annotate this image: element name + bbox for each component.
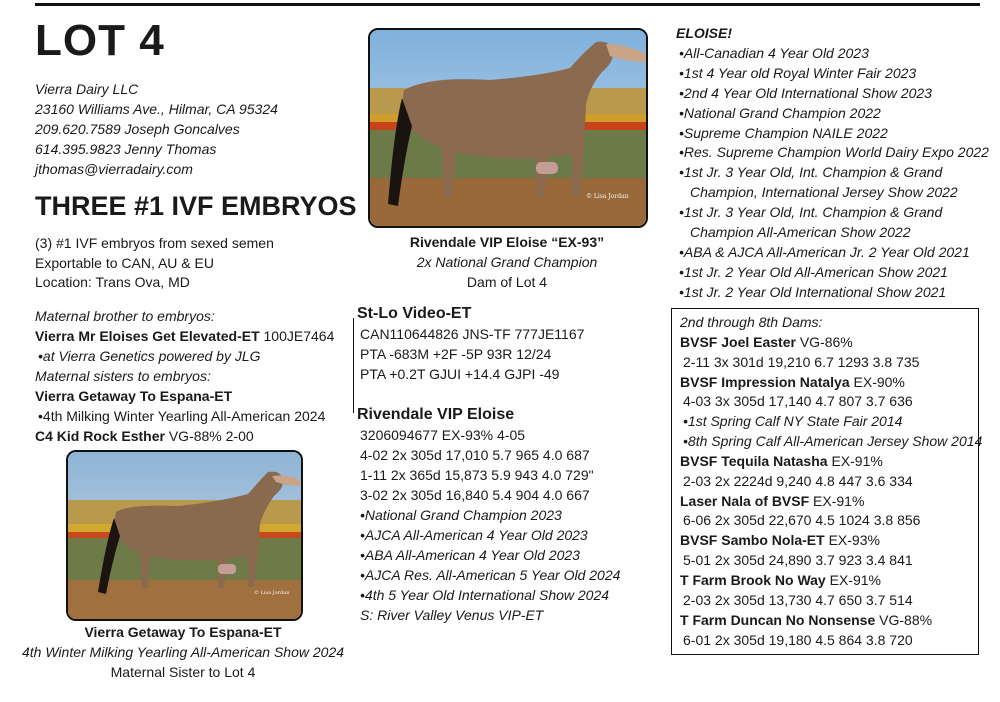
dam-ancestor-name: T Farm Brook No Way [680, 571, 826, 588]
eloise-honor-line: •Supreme Champion NAILE 2022 [679, 124, 888, 141]
sister1-note: •4th Milking Winter Yearling All-American 2024 [38, 408, 326, 424]
dam-ancestor-record: 6-06 2x 305d 22,670 4.5 1024 3.8 856 [683, 512, 921, 529]
sire-row: PTA +0.2T GJUI +14.4 GJPI -49 [360, 366, 560, 382]
dam-ancestor-line [680, 611, 982, 631]
dam-ancestor-name: Laser Nala of BVSF [680, 492, 810, 509]
sister1-name-line [35, 386, 334, 406]
dam-ancestor-note: •8th Spring Calf All-American Jersey Show 2014 [683, 433, 983, 450]
sister-photo-caption [20, 622, 346, 682]
dam-ancestor-classification: EX-91% [825, 571, 881, 588]
dam-cow-photo [368, 28, 648, 228]
dam-honor: •AJCA Res. All-American 5 Year Old 2024 [360, 567, 621, 583]
dam-ancestor-classification: VG-88% [875, 611, 933, 628]
eloise-honor-line: •National Grand Champion 2022 [679, 104, 881, 121]
sire-name: St-Lo Video-ET [357, 305, 472, 322]
offering-title: THREE #1 IVF EMBRYOS [35, 191, 357, 221]
brother-id: 100JE7464 [259, 328, 335, 344]
offering-line: (3) #1 IVF embryos from sexed semen [35, 235, 274, 251]
eloise-honor-line: •1st 4 Year old Royal Winter Fair 2023 [679, 64, 917, 81]
dam-sire-line: S: River Valley Venus VIP-ET [360, 607, 544, 623]
dam-ancestor-classification: EX-90% [849, 373, 905, 390]
dam-caption-name: Rivendale VIP Eloise “EX-93” [409, 234, 605, 250]
dam-ancestor-record: 2-03 2x 2224d 9,240 4.8 447 3.6 334 [683, 472, 913, 489]
sire-block [357, 304, 584, 384]
sister2-line [35, 426, 334, 446]
dam-ancestor-classification: EX-93% [824, 532, 880, 549]
dam-honor: •National Grand Champion 2023 [360, 507, 562, 523]
sister2-name: C4 Kid Rock Esther [35, 428, 165, 444]
dam-ancestor-record: 4-03 3x 305d 17,140 4.7 807 3.7 636 [683, 393, 913, 410]
family-section [35, 306, 334, 446]
eloise-honor-line: •1st Jr. 3 Year Old, Int. Champion & Grand [679, 164, 943, 181]
eloise-honor-line: •2nd 4 Year Old International Show 2023 [679, 84, 932, 101]
consignor-phone-1: 209.620.7589 Joseph Goncalves [35, 121, 240, 137]
eloise-honor-line: •1st Jr. 2 Year Old International Show 2021 [679, 283, 947, 300]
offering-line: Location: Trans Ova, MD [35, 274, 190, 290]
eloise-honor-line: Champion All-American Show 2022 [690, 224, 911, 241]
photo-credit: © Lisa Jordan [254, 590, 290, 596]
sire-row: CAN110644826 JNS-TF 777JE1167 [360, 326, 585, 342]
dam-ancestor-record: 6-01 2x 305d 19,180 4.5 864 3.8 720 [683, 631, 913, 648]
offering-line: Exportable to CAN, AU & EU [35, 254, 214, 271]
offering-details [35, 234, 274, 293]
consignor-contact [35, 79, 278, 179]
dam-photo-caption [342, 232, 672, 292]
dam-ancestor-line [680, 452, 982, 472]
dam-name: Rivendale VIP Eloise [357, 406, 515, 423]
dams-box-title: 2nd through 8th Dams: [680, 314, 823, 330]
sister-cow-photo [66, 450, 303, 621]
eloise-honor-line: •Res. Supreme Champion World Dairy Expo 2022 [679, 144, 989, 161]
sisters-label: Maternal sisters to embryos: [35, 368, 211, 384]
eloise-honor-line: •1st Jr. 2 Year Old All-American Show 2021 [679, 263, 948, 280]
lot-title: LOT 4 [35, 16, 165, 65]
dam-ancestor-line [680, 492, 982, 512]
dam-row: 3-02 2x 305d 16,840 5.4 904 4.0 667 [360, 487, 590, 503]
dam-ancestor-name: BVSF Joel Easter [680, 333, 796, 350]
top-rule [35, 3, 980, 6]
sister-caption-line3: Maternal Sister to Lot 4 [110, 664, 256, 680]
sister1-name: Vierra Getaway To Espana-ET [35, 388, 233, 404]
dam-honor: •AJCA All-American 4 Year Old 2023 [360, 527, 588, 543]
dam-ancestor-name: BVSF Sambo Nola-ET [680, 532, 825, 549]
consignor-email: jthomas@vierradairy.com [35, 161, 193, 177]
dam-row: 1-11 2x 365d 15,873 5.9 943 4.0 729" [360, 467, 594, 483]
dam-ancestor-record: 2-11 3x 301d 19,210 6.7 1293 3.8 735 [683, 353, 920, 370]
eloise-honor-line: •ABA & AJCA All-American Jr. 2 Year Old 2021 [679, 243, 970, 260]
sister-caption-name: Vierra Getaway To Espana-ET [84, 624, 282, 640]
dam-row: 4-02 2x 305d 17,010 5.7 965 4.0 687 [360, 447, 590, 463]
dam-ancestor-name: BVSF Tequila Natasha [680, 452, 828, 469]
dam-caption-line3: Dam of Lot 4 [466, 274, 548, 290]
consignor-phone-2: 614.395.9823 Jenny Thomas [35, 141, 217, 157]
dam-ancestor-record: 2-03 2x 305d 13,730 4.7 650 3.7 514 [683, 591, 913, 608]
photo-credit: © Lisa Jordan [586, 193, 629, 200]
dam-block [357, 405, 620, 625]
eloise-honor-line: •1st Jr. 3 Year Old, Int. Champion & Grand [679, 204, 943, 221]
dam-ancestor-line [680, 373, 982, 393]
consignor-address: 23160 Williams Ave., Hilmar, CA 95324 [35, 101, 278, 117]
eloise-honors [676, 24, 989, 303]
dam-honor: •4th 5 Year Old International Show 2024 [360, 587, 610, 603]
sire-row: PTA -683M +2F -5P 93R 12/24 [360, 346, 552, 362]
dam-row: 3206094677 EX-93% 4-05 [360, 427, 526, 443]
dam-ancestor-line [680, 571, 982, 591]
dam-ancestor-note: •1st Spring Calf NY State Fair 2014 [683, 413, 903, 430]
sister-caption-line2: 4th Winter Milking Yearling All-American Show 2024 [21, 644, 345, 660]
brother-name: Vierra Mr Eloises Get Elevated-ET [35, 328, 260, 344]
dam-ancestor-classification: EX-91% [809, 492, 865, 509]
dam-ancestor-name: BVSF Impression Natalya [680, 373, 850, 390]
eloise-honor-line: •All-Canadian 4 Year Old 2023 [679, 44, 869, 61]
pedigree-bracket [353, 318, 354, 413]
eloise-honor-line: Champion, International Jersey Show 2022 [690, 184, 958, 201]
dam-ancestor-classification: VG-86% [795, 333, 853, 350]
dam-honor: •ABA All-American 4 Year Old 2023 [360, 547, 580, 563]
dam-ancestor-line [680, 333, 982, 353]
dam-caption-line2: 2x National Grand Champion [416, 254, 598, 270]
dam-ancestor-record: 5-01 2x 305d 24,890 3.7 923 3.4 841 [683, 552, 913, 569]
dam-ancestor-classification: EX-91% [827, 452, 883, 469]
dam-ancestor-line [680, 531, 982, 551]
brother-label: Maternal brother to embryos: [35, 308, 215, 324]
brother-line [35, 326, 334, 346]
consignor-name: Vierra Dairy LLC [35, 81, 139, 97]
brother-note: •at Vierra Genetics powered by JLG [38, 348, 261, 364]
dam-ancestor-name: T Farm Duncan No Nonsense [680, 611, 876, 628]
sister2-class: VG-88% 2-00 [164, 428, 254, 444]
dams-box [680, 313, 982, 650]
eloise-title: ELOISE! [676, 25, 733, 41]
